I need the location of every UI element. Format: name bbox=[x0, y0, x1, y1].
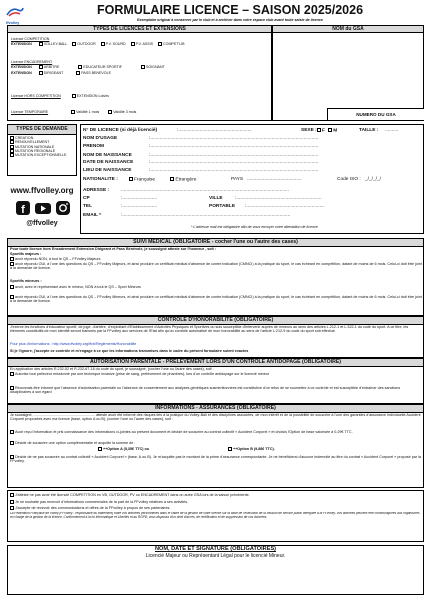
gsa-section bbox=[272, 25, 424, 121]
honorabilite-link[interactable]: Pour plus d'informations : http://www.ffvolley.org/ffvb/Reglements/Honorabilite bbox=[10, 342, 137, 346]
adresse-field[interactable]: .............................................................................................................................. bbox=[121, 188, 289, 193]
assurances-section bbox=[7, 404, 424, 488]
honorabilite-section bbox=[7, 316, 424, 358]
mineur-non-checkbox[interactable] bbox=[10, 285, 14, 289]
website-link[interactable]: www.ffvolley.org bbox=[10, 186, 74, 195]
loisirs-checkbox[interactable] bbox=[72, 94, 76, 98]
mutation-exceptionnelle-checkbox[interactable] bbox=[10, 153, 14, 157]
competlib-checkbox[interactable] bbox=[158, 42, 162, 46]
antidopage-autorise: Autorise tout préleveur missionné par une technique invasive (prise de sang, prélèvement de phanères), lors d'un contrôle antidopage sur le licencié mineur bbox=[10, 372, 422, 381]
option-b-checkbox[interactable] bbox=[228, 447, 232, 451]
etrangere-checkbox[interactable] bbox=[170, 177, 174, 181]
option-b-label: ++Option B (9,88€ TTC). bbox=[228, 447, 348, 451]
extension-label: EXTENSION bbox=[11, 42, 32, 46]
date-naissance-label: DATE DE NAISSANCE bbox=[83, 160, 134, 165]
nom-naissance-label: NOM DE NAISSANCE bbox=[83, 153, 132, 158]
competition-row: EXTENSION VOLLEY-BALL OUTDOOR P.V. SOURD P.V. ASSIS COMPET'LIB bbox=[11, 42, 185, 46]
medical-majeur-1: avoir répondu NON, à tout le QS – FFvolley Majeurs bbox=[10, 257, 422, 261]
medical-majeur-2: avoir répondu OUI, à l'une des questions du QS – FFvolley Majeurs, et ainsi produire un certificat médical d'absence de contre indication (CMNCI) à la pratique du sport, le cas échéant en compétition, datant de moins de 6 mois. Celui-ci doit être joint à la demande de licence. bbox=[10, 262, 422, 271]
email-field[interactable]: :.............................................................................................................................. bbox=[121, 213, 291, 218]
page-subtitle: Exemplaire original à conserver par le club et à archiver dans votre espace club avant toute saisie de licence bbox=[137, 18, 323, 22]
volley-ball-checkbox[interactable] bbox=[39, 42, 43, 46]
encadrement-row-2: EXTENSION DIRIGEANT PASS BENEVOLE bbox=[11, 71, 111, 75]
email-note: * L'adresse mail est obligatoire afin de vous envoyer votre attestation de licence bbox=[191, 225, 318, 229]
request-renouvellement[interactable]: RENOUVELLEMENT bbox=[10, 140, 74, 144]
ville-label: VILLE bbox=[209, 196, 223, 201]
hors-competition-row: Licence HORS COMPETITION EXTENSION Loisirs bbox=[11, 94, 109, 98]
signature-field[interactable] bbox=[8, 560, 423, 594]
attestations-section bbox=[7, 490, 424, 542]
request-creation[interactable]: CREATION bbox=[10, 136, 74, 140]
assurance-base: Avoir reçu l'information et pris connaissance des informations ci-jointes au présent document et décide de souscrire au contrat collectif « Accident Corporel » et choisis l'Option de base valorisée à 0,29€ TTC. bbox=[10, 430, 422, 439]
attestation-1-checkbox[interactable] bbox=[10, 493, 14, 497]
temporaire-row: Licence TEMPORAIRE Validité 1 mois Validité 3 mois bbox=[11, 110, 137, 114]
lieu-naissance-field[interactable]: :.............................................................................................................................. bbox=[149, 168, 319, 173]
page-title: FORMULAIRE LICENCE – SAISON 2025/2026 bbox=[96, 3, 364, 17]
volleyball-logo-icon bbox=[6, 7, 24, 17]
licence-types-section bbox=[7, 25, 272, 121]
medical-mineur-1: avoir, avec le représentant avec le mineur, NON à tout le QS – Sport Mineurs bbox=[10, 285, 422, 289]
medical-section bbox=[7, 238, 424, 316]
request-mutation-nationale[interactable]: MUTATION NATIONALE bbox=[10, 145, 74, 149]
autorise-checkbox[interactable] bbox=[10, 372, 14, 376]
honorabilite-heading: CONTROLE D'HONORABILITE (OBLIGATOIRE) bbox=[8, 317, 423, 325]
medical-majeurs-label: Sportifs majeurs : bbox=[10, 252, 42, 256]
nationalite-options: Française Etrangère bbox=[129, 177, 196, 182]
francaise-checkbox[interactable] bbox=[129, 177, 133, 181]
ville-field[interactable]: :................................................................ bbox=[235, 196, 322, 201]
medical-intro: Pour toute licence hors Encadrement Extension Dirigeant et Pass Bénévole, je soussigné atteste sur l'honneur , soit : bbox=[10, 247, 216, 251]
assurance-option: Décide de souscrire une option complémentaire et acquitte la somme de : bbox=[10, 441, 422, 445]
sexe-m-checkbox[interactable] bbox=[328, 128, 332, 132]
nom-naissance-field[interactable]: :.............................................................................................................................. bbox=[149, 153, 319, 158]
attestation-2-checkbox[interactable] bbox=[10, 500, 14, 504]
arbitre-checkbox[interactable] bbox=[39, 65, 43, 69]
option-a-checkbox[interactable] bbox=[98, 447, 102, 451]
attestation-2: Je ne souhaite pas recevoir d'informations commerciales de la part de la FFvolley relatives à ses activités. bbox=[10, 500, 422, 504]
nationalite-label: NATIONALITE : bbox=[83, 177, 118, 182]
adresse-label: ADRESSE : bbox=[83, 188, 110, 193]
request-types-section bbox=[7, 124, 77, 176]
signature-section bbox=[7, 545, 424, 595]
email-label: EMAIL * bbox=[83, 213, 102, 218]
svg-text:f: f bbox=[21, 204, 25, 216]
request-mutation-exceptionnelle[interactable]: MUTATION EXCEPTIONNELLE bbox=[10, 153, 74, 157]
honorabilite-accept: Si je l'ignore, j'accepte ce contrôle et m'engage à ce que les informations transmises dans le cadre du présent formulaire soient exactes bbox=[10, 349, 249, 353]
pays-label: PAYS bbox=[231, 177, 244, 182]
gsa-name-heading: NOM du GSA bbox=[273, 26, 423, 33]
medical-heading: SUIVI MEDICAL (OBLIGATOIRE - cocher l'une ou l'autre des cases) bbox=[8, 239, 423, 247]
attestation-3: J'accepte de recevoir des communications et offres de la FFvolley à propos de ses partenaires. bbox=[10, 506, 422, 510]
lieu-naissance-label: LIEU DE NAISSANCE bbox=[83, 168, 132, 173]
signature-heading: NOM, DATE ET SIGNATURE (OBLIGATOIRES) bbox=[154, 546, 277, 552]
antidopage-heading: AUTORISATION PARENTALE - PRELEVEMENT LORS D'UN CONTROLE ANTIDOPAGE (OBLIGATOIRE) bbox=[8, 359, 423, 367]
option-a-label: ++Option A (5,35€ TTC) ou bbox=[98, 447, 218, 451]
assurances-intro: Je soussigné, ............................................................ atteste avoir été informé des risques liés à la pratique du Volley-Ball et des disciplines associées, de mon intérêt et de la possibilité de souscrire à l'une des garanties d'assurance Individuelle Accident Corporel proposées avec ma licence (base, option A ou B), (cocher l'une ou l'autre des cases), soit : bbox=[10, 413, 421, 422]
nom-usage-field[interactable]: :.............................................................................................................................. bbox=[149, 136, 319, 141]
request-types-heading: TYPES DE DEMANDE bbox=[8, 125, 76, 135]
social-handle: @ffvolley bbox=[26, 220, 58, 227]
option-complementaire-checkbox[interactable] bbox=[10, 441, 14, 445]
pv-sourd-checkbox[interactable] bbox=[101, 42, 105, 46]
code-iso-label: Code ISO : bbox=[337, 177, 361, 182]
dirigeant-checkbox[interactable] bbox=[39, 71, 43, 75]
tel-label: TEL bbox=[83, 204, 93, 209]
tel-field[interactable]: :.......................... bbox=[121, 204, 157, 209]
ffvolley-logo bbox=[6, 4, 24, 25]
assurance-refus: Décide de ne pas souscrire au contrat collectif « Accident Corporel » (base, A ou B). Je m'acquitte pas le montant de la prime d'assurance correspondante. Je ne bénéficierai d'aucune indemnité au titre du contrat « Accident Corporel » proposé par la FFvolley. bbox=[10, 455, 421, 464]
honorabilite-text: J'exerce les fonctions d'éducateur sportif, de juge, d'arbitre, d'exploitant d'Etablissement d'Activités Physiques et Sportives ou suis susceptible d'intervenir auprès de mineurs au sens des articles L.212-1 et L.322-1 du code du sport. A ce titre, les éléments constitutifs de mon identité seront transmis par la FFvolley aux services de l'Etat afin qu'un contrôle automatisé de mon honorabilité au sens de l'article L.212-9 du code du sport soit effectué. bbox=[10, 325, 409, 334]
antidopage-intro: En application des articles R.232-52 et R.232-67-18 du code du sport, je soussigné, (cocher l'une ou l'autre des cases), soit : bbox=[10, 367, 214, 371]
code-iso-field[interactable]: _/_/_/_/ bbox=[365, 177, 382, 182]
portable-label: PORTABLE bbox=[209, 204, 236, 209]
antidopage-section bbox=[7, 358, 424, 404]
instagram-icon[interactable] bbox=[56, 201, 70, 215]
outdoor-checkbox[interactable] bbox=[72, 42, 76, 46]
sexe-f-checkbox[interactable] bbox=[317, 128, 321, 132]
date-naissance-field[interactable]: :.............................................................................................................................. bbox=[149, 160, 319, 165]
pv-assis-checkbox[interactable] bbox=[131, 42, 135, 46]
taille-field[interactable]: .......... bbox=[385, 128, 399, 133]
gsa-number-heading: NUMERO DU GSA bbox=[327, 108, 424, 120]
sexe-label: SEXE : bbox=[301, 128, 317, 133]
attestation-1: J'atteste ne pas avoir été licencié COMPETITION en VB, OUTDOOR, PV ou ENCADREMENT dans un autre GSA lors de la saison précédente. bbox=[10, 493, 422, 497]
facebook-icon[interactable] bbox=[16, 201, 30, 216]
logo-text: ffvolley bbox=[6, 21, 20, 25]
attestation-3-checkbox[interactable] bbox=[10, 506, 14, 510]
majeur-non-checkbox[interactable] bbox=[10, 257, 14, 261]
prenom-field[interactable]: :.............................................................................................................................. bbox=[149, 144, 319, 149]
competition-label: Licence COMPETITION bbox=[11, 37, 50, 41]
social-icons bbox=[14, 200, 72, 216]
cp-label: CP bbox=[83, 196, 90, 201]
youtube-icon[interactable] bbox=[35, 203, 51, 214]
request-mutation-regionale[interactable]: MUTATION REGIONALE bbox=[10, 149, 74, 153]
educateur-checkbox[interactable] bbox=[78, 65, 82, 69]
pass-benevole-checkbox[interactable] bbox=[76, 71, 80, 75]
rgpd-notice: La Fédération Française de Volley (FFvolley - responsable du traitement) traite vos données personnelles dans le cadre de la gestion de votre licence sur la base de l'exécution de la mission de service public déléguée à la FFvolley. Vos données peuvent être communiquées aux organismes en charge de la gestion de la licence. Conformément à la loi Informatique et Libertés et au RGPD, vous disposez d'un droit d'accès, de rectification et de suppression de vos données. bbox=[10, 512, 420, 519]
sexe-options: F M bbox=[317, 128, 337, 133]
signature-subtitle: Licencié Majeur ou Représentant Légal pour le licencié Mineur. bbox=[145, 553, 286, 559]
antidopage-reconnais: Reconnais être informé que l'absence d'autorisation parentale ou l'absence de consentement aux analyses génétiques susmentionnées est constitutive d'un refus de se soumettre à ce contrôle et est susceptible d'entraîner des sanctions disciplinaires à son égard bbox=[10, 386, 401, 395]
licence-number-label: N° DE LICENCE (si déjà licencié) bbox=[83, 128, 158, 133]
gsa-name-field[interactable] bbox=[273, 32, 423, 110]
validite-3-mois-checkbox[interactable] bbox=[108, 110, 112, 114]
licencee-details-section bbox=[80, 124, 424, 234]
encadrement-label: Licence ENCADREMENT bbox=[11, 60, 53, 64]
soignant-checkbox[interactable] bbox=[141, 65, 145, 69]
portable-field[interactable]: :........................................................... bbox=[245, 204, 325, 209]
encadrement-row-1: EXTENSION ARBITRE EDUCATEUR SPORTIF SOIGNANT bbox=[11, 65, 165, 69]
nom-usage-label: NOM D'USAGE bbox=[83, 136, 118, 141]
pays-field[interactable]: ......................................... bbox=[247, 177, 302, 182]
medical-mineurs-label: Sportifs mineurs : bbox=[10, 279, 42, 283]
licence-types-heading: TYPES DE LICENCES ET EXTENSIONS bbox=[8, 26, 271, 33]
licence-number-field[interactable]: :....................................................... bbox=[177, 128, 252, 133]
option-base-checkbox[interactable] bbox=[10, 430, 14, 434]
validite-1-mois-checkbox[interactable] bbox=[71, 110, 75, 114]
prenom-label: PRENOM bbox=[83, 144, 105, 149]
taille-label: TAILLE : bbox=[359, 128, 379, 133]
assurances-heading: INFORMATIONS - ASSURANCES (OBLIGATOIRE) bbox=[8, 405, 423, 413]
cp-field[interactable]: :.......................... bbox=[121, 196, 157, 201]
medical-mineur-2: avoir répondu OUI, à l'une des questions du QS – FFvolley Mineurs, et ainsi produire un certificat médical d'absence de contre indication (CMNCI) à la pratique du sport, le cas échéant en compétition, datant de moins de 6 mois. Celui-ci doit être joint à la demande de licence. bbox=[10, 295, 422, 304]
